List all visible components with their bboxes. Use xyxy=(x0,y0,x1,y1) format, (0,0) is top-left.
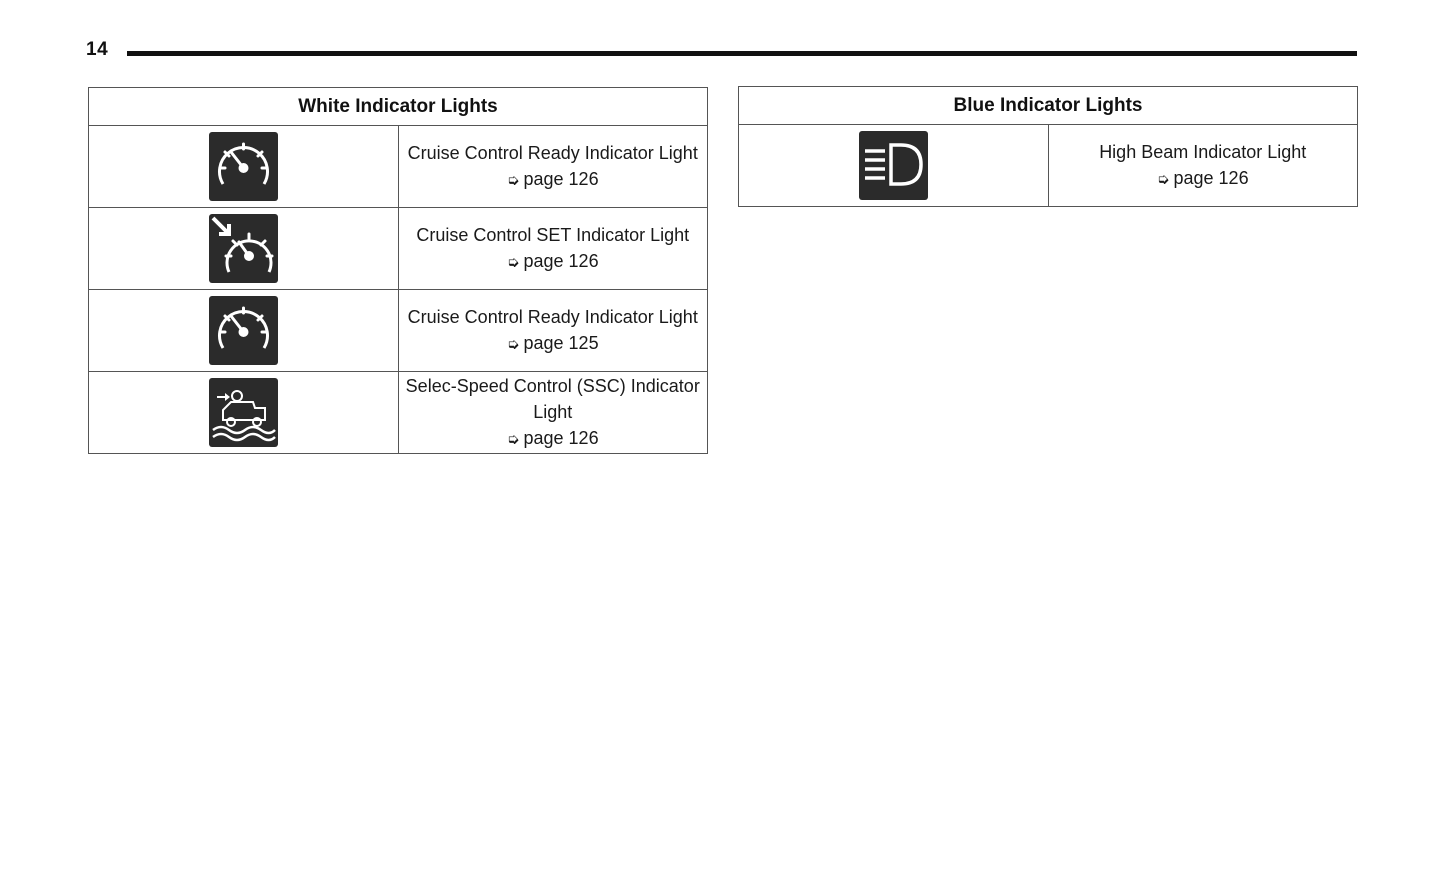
table-row xyxy=(89,290,708,372)
page-reference-link[interactable]: page 125 xyxy=(523,332,599,353)
cruise-control-set-icon xyxy=(209,214,278,283)
white-indicator-lights-table xyxy=(88,87,708,454)
page-arrow-icon: ➭ xyxy=(506,253,520,271)
white-table-header: White Indicator Lights xyxy=(89,88,708,126)
page-number: 14 xyxy=(86,39,109,60)
page-arrow-icon: ➭ xyxy=(506,335,520,353)
row-label: Cruise Control SET Indicator Light xyxy=(416,224,690,245)
page-reference-link[interactable]: page 126 xyxy=(1173,167,1249,188)
selec-speed-control-icon xyxy=(209,378,278,447)
row-label: Cruise Control Ready Indicator Light xyxy=(407,306,698,327)
page-reference-link[interactable]: page 126 xyxy=(523,168,599,189)
header-rule xyxy=(127,51,1357,56)
table-row xyxy=(89,126,708,208)
page-arrow-icon: ➭ xyxy=(506,171,520,189)
page-reference-link[interactable]: page 126 xyxy=(523,427,599,448)
blue-table-header: Blue Indicator Lights xyxy=(739,87,1358,125)
page-arrow-icon: ➭ xyxy=(1156,170,1170,188)
high-beam-icon xyxy=(859,131,928,200)
row-label: Selec-Speed Control (SSC) Indicator Light xyxy=(405,375,700,422)
cruise-control-ready-icon xyxy=(209,296,278,365)
table-row xyxy=(89,208,708,290)
table-row xyxy=(739,125,1358,207)
row-label: High Beam Indicator Light xyxy=(1099,141,1307,162)
blue-indicator-lights-table xyxy=(738,86,1358,207)
table-row xyxy=(89,372,708,454)
page-reference-link[interactable]: page 126 xyxy=(523,250,599,271)
row-label: Cruise Control Ready Indicator Light xyxy=(407,142,698,163)
page-arrow-icon: ➭ xyxy=(506,430,520,448)
cruise-control-ready-icon xyxy=(209,132,278,201)
